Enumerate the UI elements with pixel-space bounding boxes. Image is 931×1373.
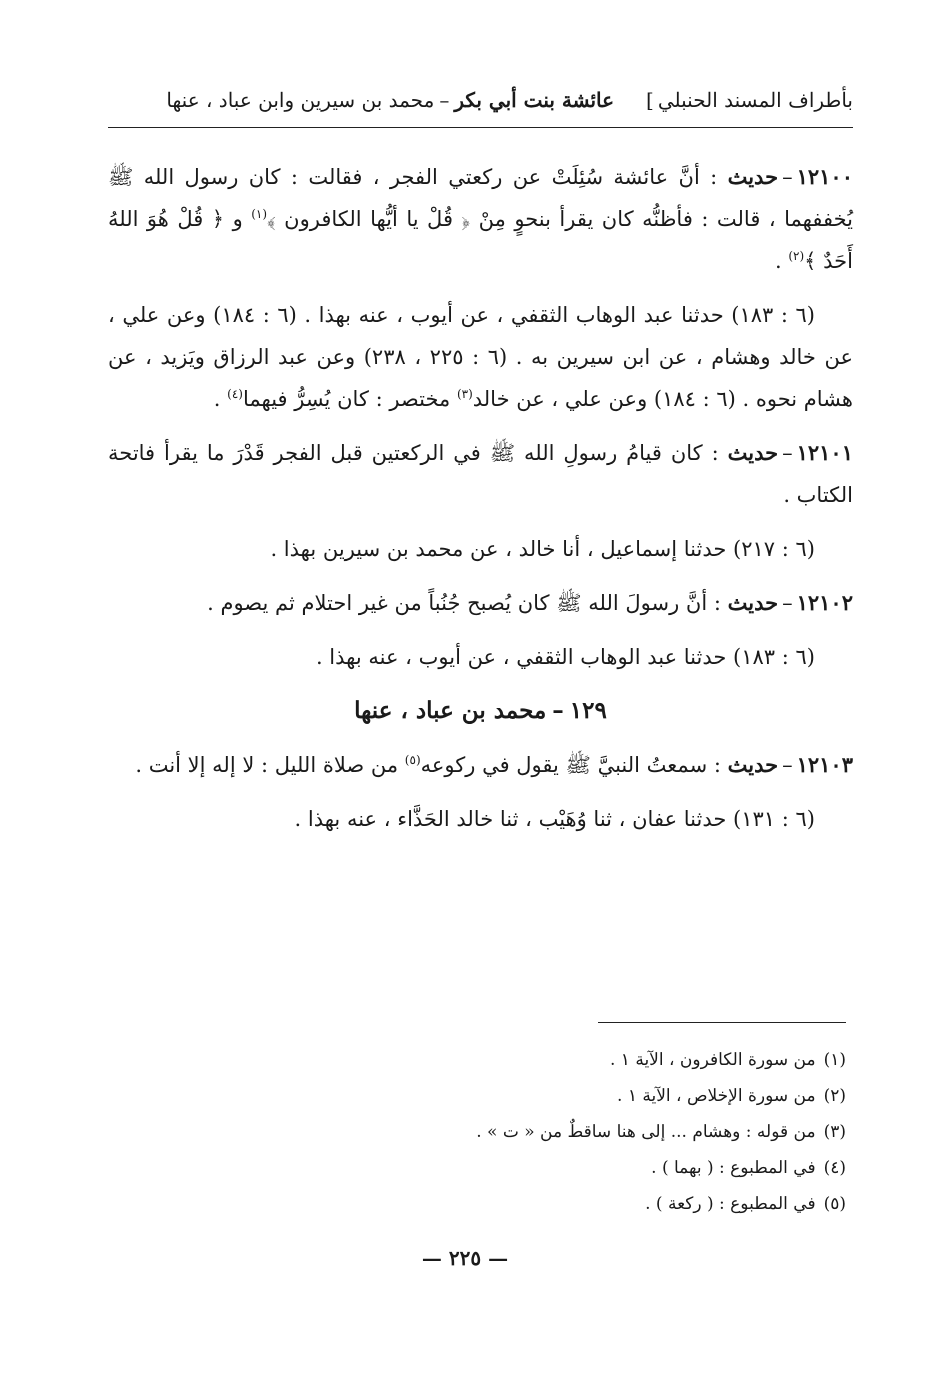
footnote-item [300,1078,846,1114]
chain-text: (٦ : ١٨٣) حدثنا عبد الوهاب الثقفي ، عن أيوب ، عنه بهذا . (٦ : ١٨٤) وعن علي ، عن خالد وهشام ، عن ابن سيرين به . (٦ : ٢٢٥ ، ٢٣٨) وعن عبد الرزاق ويَزيد ، عن هشام نحوه . (٦ : ١٨٤) وعن علي ، عن خالد [108,303,853,411]
hadith-tag: حديث [727,440,779,465]
footnotes [300,1042,846,1222]
hadith-text: و ﴿ قُلْ هُوَ اللهُ أَحَدٌ ﴾ [108,207,853,273]
page-body [108,156,853,852]
footnote-ref: (٤) [227,387,243,401]
page-number: — ٢٢٥ — [421,1246,509,1270]
header-book-title: بأطراف المسند الحنبلي [657,88,853,112]
hadith-text: : أنَّ رسولَ الله ﷺ كان يُصبح جُنُباً من غير احتلام ثم يصوم . [207,591,721,615]
footnote-number: (٤) [823,1158,846,1178]
hadith-number: ١٢١٠٢ [796,590,853,615]
hadith-number: ١٢١٠٣ [796,752,853,777]
header-separator: – [439,88,450,112]
hadith-chain: (٦ : ١٣١) حدثنا عفان ، ثنا وُهَيْب ، ثنا خالد الحَذَّاء ، عنه بهذا . [294,807,815,831]
footnote-ref: (١) [251,207,268,221]
footnote-text: في المطبوع : ( ركعة ) . [645,1194,816,1214]
hadith-text: من صلاة الليل : لا إله إلا أنت . [135,753,405,777]
hadith-12100 [108,156,853,282]
footnote-item [300,1042,846,1078]
hadith-dash: – [782,165,793,189]
hadith-chain: (٦ : ٢١٧) حدثنا إسماعيل ، أنا خالد ، عن محمد بن سيرين بهذا . [270,537,815,561]
footnote-number: (٢) [823,1086,846,1106]
hadith-12103 [108,744,853,786]
header-narrator: عائشة بنت أبي بكر [454,88,615,112]
footnote-text: من سورة الإخلاص ، الآية ١ . [617,1086,816,1106]
footnote-item [300,1186,846,1222]
hadith-chain [108,294,853,420]
hadith-text: : أنَّ عائشة سُئِلَتْ عن ركعتي الفجر ، فقالت : كان رسول الله ﷺ يُخففهما ، قالت : فأظنُّه كان يقرأ بنحوٍ مِنْ ﴿ قُلْ يا أيُّها الكافرون ﴾ [108,165,853,231]
footnote-number: (٥) [823,1194,846,1214]
chain-text: . [213,387,228,411]
hadith-12101 [108,432,853,516]
hadith-text: : سمعتُ النبيَّ ﷺ يقول في ركوعه [420,753,721,777]
hadith-text: . [774,249,789,273]
footnote-rule [598,1022,846,1023]
hadith-dash: – [782,591,793,615]
hadith-dash: – [782,753,793,777]
hadith-tag: حديث [727,164,779,189]
header-bracket: ] [646,88,654,112]
footnote-text: من قوله : وهشام ... إلى هنا ساقطٌ من « ت » . [476,1122,816,1142]
hadith-12102 [108,582,853,624]
chain-text: مختصر : كان يُسِرُّ فيهما [242,387,457,411]
hadith-number: ١٢١٠٠ [796,164,853,189]
footnote-ref: (٥) [404,753,421,767]
running-header [108,82,853,118]
hadith-dash: – [782,441,793,465]
footnote-text: من سورة الكافرون ، الآية ١ . [609,1050,816,1070]
footnote-number: (٣) [823,1122,846,1142]
footnote-ref: (٢) [788,249,805,263]
footnote-number: (١) [823,1050,846,1070]
hadith-number: ١٢١٠١ [796,440,853,465]
hadith-tag: حديث [727,590,779,615]
section-heading [108,690,853,732]
section-title-text: محمد بن عباد ، عنها [354,697,547,724]
section-dash: – [552,697,564,724]
hadith-tag: حديث [727,752,779,777]
header-subnarrator: محمد بن سيرين وابن عباد ، عنها [166,88,435,112]
section-number: ١٢٩ [569,697,607,724]
hadith-chain: (٦ : ١٨٣) حدثنا عبد الوهاب الثقفي ، عن أيوب ، عنه بهذا . [315,645,815,669]
hadith-text: : كان قيامُ رسولِ الله ﷺ في الركعتين قبل الفجر قَدْرَ ما يقرأ فاتحة الكتاب . [108,441,853,507]
footnote-item [300,1114,846,1150]
footnote-ref: (٣) [456,387,473,401]
footnote-text: في المطبوع : ( بهما ) . [651,1158,816,1178]
footnote-item [300,1150,846,1186]
header-rule [108,127,853,128]
